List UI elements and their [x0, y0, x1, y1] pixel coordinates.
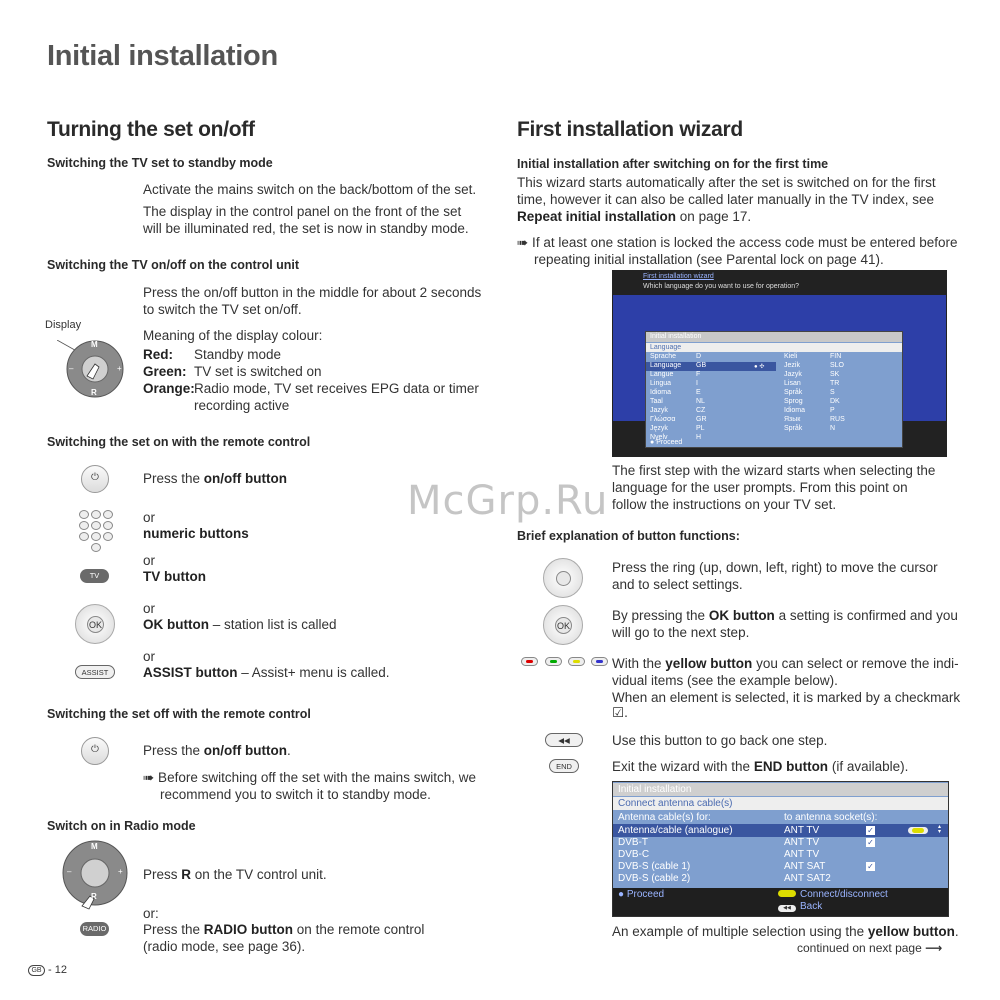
red-text: Standby mode — [194, 347, 282, 362]
control-unit-text-1a: Press the on/off button in the middle for about 2 seconds — [143, 285, 482, 300]
antenna-row-name: Antenna/cable (analogue) — [618, 825, 733, 836]
language-code: FIN — [830, 353, 842, 360]
antenna-row-socket: ANT TV — [784, 837, 820, 848]
language-badge: GB — [28, 965, 45, 976]
language-option[interactable] — [784, 389, 835, 396]
wizard-note-2: repeating initial installation (see Parental lock on page 41). — [534, 252, 884, 267]
ok-button-line: OK button – station list is called — [143, 617, 337, 632]
heading-brief: Brief explanation of button functions: — [517, 529, 740, 543]
language-name: Sprog — [784, 398, 803, 405]
radio-unit-r: R — [91, 892, 97, 901]
language-code: GB — [696, 362, 707, 369]
language-name: Sprache — [650, 353, 677, 360]
ok-text-1: By pressing the OK button a setting is confirmed and you — [612, 608, 958, 623]
language-name: Kieli — [784, 353, 798, 360]
yellow-select-icon — [908, 827, 928, 834]
back-pill-icon: ◀◀ — [778, 905, 796, 912]
language-name: Språk — [784, 425, 803, 432]
ok-nav-icon: ● ✣ — [754, 364, 765, 370]
yellow-text-1: With the yellow button you can select or remove the indi- — [612, 656, 959, 671]
radio-unit-m: M — [91, 842, 98, 851]
orange-text-2: recording active — [194, 398, 290, 413]
language-option[interactable] — [650, 425, 705, 432]
unit-r-label: R — [91, 388, 97, 397]
example-text: An example of multiple selection using the yellow button. — [612, 924, 959, 939]
radio-button-line-1: Press the RADIO button on the remote control — [143, 922, 425, 937]
first-text-3: Repeat initial installation on page 17. — [517, 209, 752, 224]
antenna-row-name: DVB-C — [618, 849, 650, 860]
checkmark-line: ☑. — [612, 705, 628, 720]
end-key-icon: END — [549, 759, 579, 773]
color-buttons-icon — [521, 657, 611, 677]
screen2-submenu: Connect antenna cable(s) — [613, 797, 948, 810]
scroll-arrows-icon: ▴ ▾ — [938, 824, 942, 835]
or-4: or — [143, 649, 156, 664]
unit-minus-label: – — [69, 364, 74, 373]
language-name: Język — [650, 425, 668, 432]
checkmark-icon: ☑ — [612, 705, 625, 720]
green-text: TV set is switched on — [194, 364, 322, 379]
language-code: PL — [696, 425, 705, 432]
power-symbol: ⏻ — [91, 472, 99, 483]
screen1-proceed: ● Proceed — [650, 439, 683, 446]
language-option[interactable] — [650, 398, 705, 405]
language-name: Lingua — [650, 380, 672, 387]
section-title-turning-on-off: Turning the set on/off — [47, 118, 255, 141]
screen2-connect: Connect/disconnect — [778, 889, 888, 900]
antenna-row-socket: ANT TV — [784, 825, 820, 836]
antenna-row-name: DVB-T — [618, 837, 648, 848]
language-name: Jazyk — [784, 371, 802, 378]
language-code: NL — [696, 398, 705, 405]
language-name: Langue — [650, 371, 674, 378]
language-name: Lisan — [784, 380, 801, 387]
numeric-buttons-label: numeric buttons — [143, 526, 249, 541]
heading-standby: Switching the TV set to standby mode — [47, 156, 273, 170]
language-code: H — [696, 434, 702, 441]
antenna-screen — [612, 781, 949, 917]
or-1: or — [143, 510, 156, 525]
standby-text-2b: will be illuminated red, the set is now in standby mode. — [143, 221, 469, 236]
power-button-icon-2 — [81, 737, 109, 765]
ok-button-icon-label: OK — [555, 617, 572, 634]
step-text-2: language for the user prompts. From this point on — [612, 480, 908, 495]
ring-text-2: and to select settings. — [612, 577, 743, 592]
unit-m-label: M — [91, 340, 98, 349]
remote-off-note-2: recommend you to switch it to standby mode. — [160, 787, 431, 802]
radio-key-icon: RADIO — [80, 922, 109, 936]
remote-on-line-1: Press the on/off button — [143, 471, 288, 486]
back-key-icon: ◀◀ — [545, 733, 583, 747]
antenna-row-name: DVB-S (cable 2) — [618, 873, 691, 884]
display-colour-meaning: Meaning of the display colour: — [143, 328, 323, 343]
language-option[interactable] — [650, 416, 707, 423]
language-name: Idioma — [650, 389, 672, 396]
unit-plus-label: + — [117, 364, 122, 373]
screen1-menu-title: Initial installation — [646, 332, 902, 342]
language-code: I — [696, 380, 698, 387]
language-option[interactable] — [784, 371, 840, 378]
tv-button-label: TV button — [143, 569, 206, 584]
watermark: McGrp.Ru — [407, 478, 609, 524]
antenna-row-socket: ANT SAT2 — [784, 873, 831, 884]
language-option[interactable] — [650, 389, 701, 396]
section-title-wizard: First installation wizard — [517, 118, 743, 141]
heading-control-unit: Switching the TV on/off on the control unit — [47, 258, 300, 272]
step-text-3: follow the instructions on your TV set. — [612, 497, 837, 512]
language-option[interactable] — [650, 380, 698, 387]
heading-radio: Switch on in Radio mode — [47, 819, 196, 833]
language-name: Idioma — [784, 407, 806, 414]
language-code: CZ — [696, 407, 706, 414]
radio-control-unit-icon — [62, 840, 132, 915]
screen1-submenu: Language — [646, 343, 902, 352]
language-option[interactable] — [784, 362, 845, 369]
display-label: Display — [45, 319, 82, 331]
first-text-2: time, however it can also be called later manually in the TV index, see — [517, 192, 934, 207]
wizard-note-1: ➠ If at least one station is locked the access code must be entered before — [517, 235, 958, 250]
screen2-header-row: Antenna cable(s) for: to antenna socket(s): — [618, 812, 878, 823]
screen1-title: First installation wizard — [643, 273, 714, 280]
power-symbol-2: ⏻ — [91, 744, 99, 755]
language-code: D — [696, 353, 702, 360]
orange-label: Orange: — [143, 381, 195, 396]
ok-text-2: will go to the next step. — [612, 625, 750, 640]
or-3: or — [143, 601, 156, 616]
language-code: GR — [696, 416, 707, 423]
screen2-proceed: ● Proceed — [618, 889, 665, 900]
yellow-text-2: vidual items (see the example below). — [612, 673, 838, 688]
language-option[interactable] — [650, 371, 701, 378]
yellow-text-3: When an element is selected, it is marked by a checkmark — [612, 690, 961, 705]
navigation-ring-icon — [543, 558, 583, 598]
language-screen — [612, 270, 947, 457]
screen1-question: Which language do you want to use for operation? — [643, 283, 800, 290]
language-code: N — [830, 425, 836, 432]
orange-text-1: Radio mode, TV set receives EPG data or timer — [194, 381, 479, 396]
antenna-row[interactable] — [613, 872, 948, 885]
language-code: S — [830, 389, 835, 396]
heading-first-install: Initial installation after switching on for the first time — [517, 157, 829, 171]
language-code: DK — [830, 398, 840, 405]
antenna-row-socket: ANT SAT — [784, 861, 826, 872]
red-label: Red: — [143, 347, 173, 362]
assist-key-icon: ASSIST — [75, 665, 115, 679]
language-code: RUS — [830, 416, 845, 423]
language-name: Nyelv — [650, 434, 668, 441]
yellow-pill-icon — [778, 890, 796, 897]
language-name: Jezik — [784, 362, 800, 369]
arrow-right-icon: ⟶ — [925, 941, 943, 955]
language-option[interactable] — [784, 425, 836, 432]
language-name: Jazyk — [650, 407, 668, 414]
language-code: E — [696, 389, 701, 396]
language-option[interactable] — [784, 380, 840, 387]
back-text: Use this button to go back one step. — [612, 733, 828, 748]
radio-unit-minus: – — [67, 867, 72, 876]
language-code: SLO — [830, 362, 845, 369]
step-text-1: The first step with the wizard starts when selecting the — [612, 463, 936, 478]
language-name: Язык — [784, 416, 801, 423]
remote-off-line: Press the on/off button. — [143, 743, 291, 758]
screen2-back: ◀◀ Back — [778, 901, 822, 912]
page-title: Initial installation — [47, 40, 278, 72]
language-name: Γλώσσα — [650, 416, 676, 423]
language-name: Language — [650, 362, 682, 369]
radio-or: or: — [143, 906, 159, 921]
language-option[interactable] — [650, 407, 706, 414]
control-unit-text-1b: to switch the TV set on/off. — [143, 302, 302, 317]
language-code: TR — [830, 380, 840, 387]
ok-key-label: OK — [87, 616, 104, 633]
assist-button-line: ASSIST button – Assist+ menu is called. — [143, 665, 390, 680]
language-code: F — [696, 371, 701, 378]
language-code: P — [830, 407, 835, 414]
language-option[interactable] — [784, 353, 842, 360]
ring-text-1: Press the ring (up, down, left, right) to move the cursor — [612, 560, 938, 575]
radio-control-unit-illustration — [62, 840, 132, 915]
language-option[interactable] — [650, 353, 702, 360]
end-text: Exit the wizard with the END button (if available). — [612, 759, 909, 774]
language-name: Taal — [650, 398, 663, 405]
radio-press-r: Press R on the TV control unit. — [143, 867, 327, 882]
green-label: Green: — [143, 364, 187, 379]
control-unit-illustration — [57, 340, 127, 400]
or-2: or — [143, 553, 156, 568]
language-name: Språk — [784, 389, 803, 396]
antenna-row-name: DVB-S (cable 1) — [618, 861, 691, 872]
checkbox-checked-icon[interactable]: ✓ — [867, 862, 874, 871]
power-button-icon — [81, 465, 109, 493]
language-code: SK — [830, 371, 840, 378]
language-menu — [645, 331, 903, 448]
screen2-title: Initial installation — [613, 783, 948, 796]
standby-text-2a: The display in the control panel on the front of the set — [143, 204, 462, 219]
radio-button-line-2: (radio mode, see page 36). — [143, 939, 306, 954]
heading-remote-on: Switching the set on with the remote control — [47, 435, 311, 449]
tv-key-icon: TV — [80, 569, 109, 583]
checkbox-checked-icon[interactable]: ✓ — [867, 838, 874, 847]
radio-unit-plus: + — [118, 867, 123, 876]
antenna-row-socket: ANT TV — [784, 849, 820, 860]
language-option[interactable] — [650, 362, 707, 369]
remote-off-note-1: ➠ Before switching off the set with the mains switch, we — [143, 770, 476, 785]
ok-ring-icon — [75, 604, 115, 644]
language-option[interactable] — [784, 407, 835, 414]
ring-center — [556, 571, 571, 586]
first-text-1: This wizard starts automatically after the set is switched on for the first — [517, 175, 936, 190]
numeric-keypad-icon — [79, 510, 113, 556]
ok-button-icon — [543, 605, 583, 645]
heading-remote-off: Switching the set off with the remote control — [47, 707, 311, 721]
language-option[interactable] — [784, 416, 845, 423]
page-number: - 12 — [48, 964, 67, 976]
language-option[interactable] — [784, 398, 840, 405]
checkbox-checked-icon[interactable]: ✓ — [867, 826, 874, 835]
continued-text: continued on next page ⟶ — [797, 941, 943, 955]
standby-text-1: Activate the mains switch on the back/bottom of the set. — [143, 182, 477, 197]
